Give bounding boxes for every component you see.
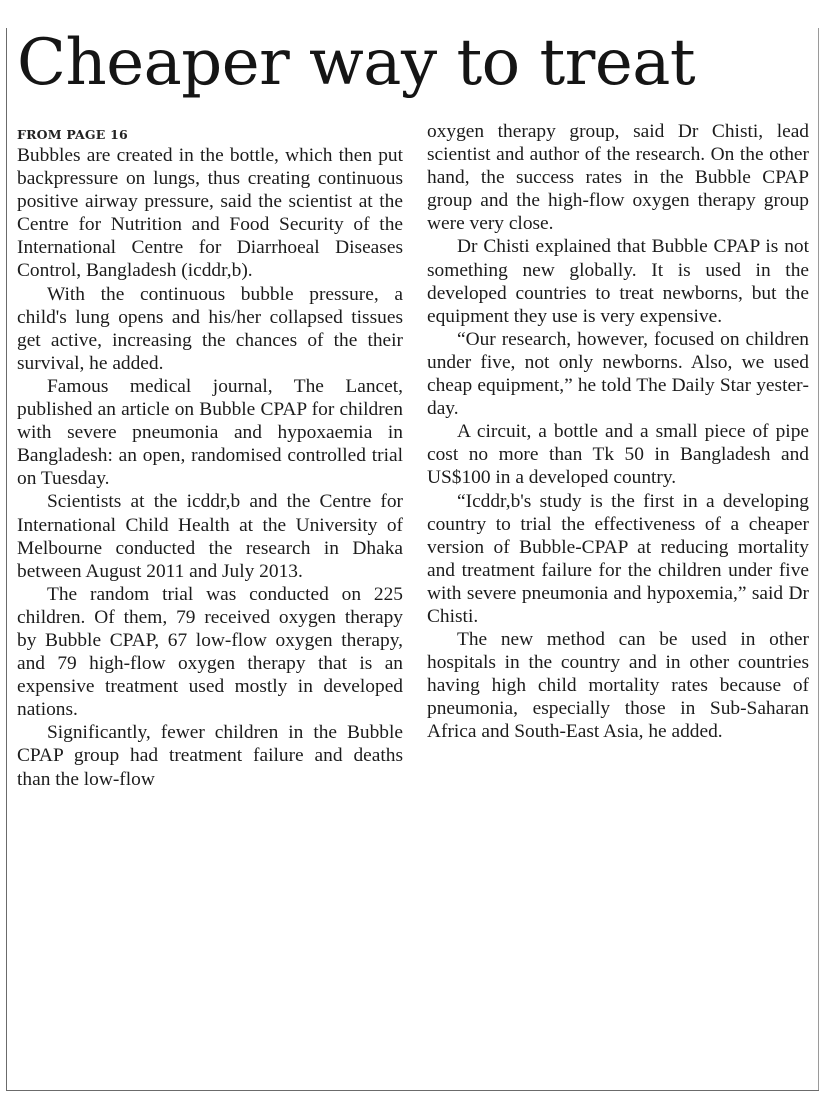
paragraph: “Icddr,b's study is the first in a developing country to trial the effectiveness of a cheaper version of Bubble-CPAP at reducing mortality and treatment failure for the children under five with severe pneumonia and hypoxemia,” said Dr Chisti. bbox=[427, 490, 809, 627]
paragraph: With the continuous bubble pressure, a child's lung opens and his/her collapsed tissues get active, increasing the chances of the their survival, he added. bbox=[17, 283, 403, 374]
paragraph: The new method can be used in other hospitals in the country and in other countries having high child mortality rates because of pneumonia, especially those in Sub-Saharan Africa and South-East Asia, he added. bbox=[427, 629, 809, 743]
right-edge-rule bbox=[818, 28, 819, 1090]
paragraph: Famous medical journal, The Lancet, published an article on Bubble CPAP for children with severe pneumonia and hypoxaemia in Bangladesh: an open, randomised controlled trial on Tuesday. bbox=[17, 375, 403, 490]
paragraph: A circuit, a bottle and a small piece of pipe cost no more than Tk 50 in Bangladesh and US$100 in a developed country. bbox=[427, 421, 809, 489]
paragraph: Significantly, fewer children in the Bubble CPAP group had treatment failure and deaths than the low-flow bbox=[17, 722, 403, 790]
bottom-rule bbox=[6, 1090, 819, 1091]
left-column bbox=[17, 126, 403, 791]
paragraph: Dr Chisti explained that Bubble CPAP is not something new globally. It is used in the developed countries to treat newborns, but the equipment they use is very expensive. bbox=[427, 236, 809, 327]
headline: Cheaper way to treat bbox=[17, 26, 696, 100]
right-column bbox=[427, 121, 809, 744]
kicker-from-page: FROM PAGE 16 bbox=[17, 127, 128, 142]
paragraph: The random trial was conducted on 225 children. Of them, 79 received oxygen therapy by Bubble CPAP, 67 low-flow oxygen therapy, and 79 high-flow oxygen therapy that is an expensive treatment used mostly in developed nations. bbox=[17, 583, 403, 721]
paragraph: oxygen therapy group, said Dr Chisti, lead scientist and author of the research. On the other hand, the success rates in the Bubble CPAP group and the high-flow oxygen therapy group were very close. bbox=[427, 121, 809, 235]
paragraph: Bubbles are created in the bottle, which then put backpressure on lungs, thus creating continuous positive airway pressure, said the scientist at the Centre for Nutrition and Food Security of the International Centre for Diarrhoeal Diseases Control, Bangladesh (icddr,b). bbox=[17, 145, 403, 282]
left-column-rule bbox=[6, 28, 7, 1090]
paragraph: “Our research, however, focused on children under five, not only newborns. Also, we used cheap equipment,” he told The Daily Star yesterday. bbox=[427, 328, 809, 420]
paragraph: Scientists at the icddr,b and the Centre for International Child Health at the University of Melbourne conducted the research in Dhaka between August 2011 and July 2013. bbox=[17, 491, 403, 582]
